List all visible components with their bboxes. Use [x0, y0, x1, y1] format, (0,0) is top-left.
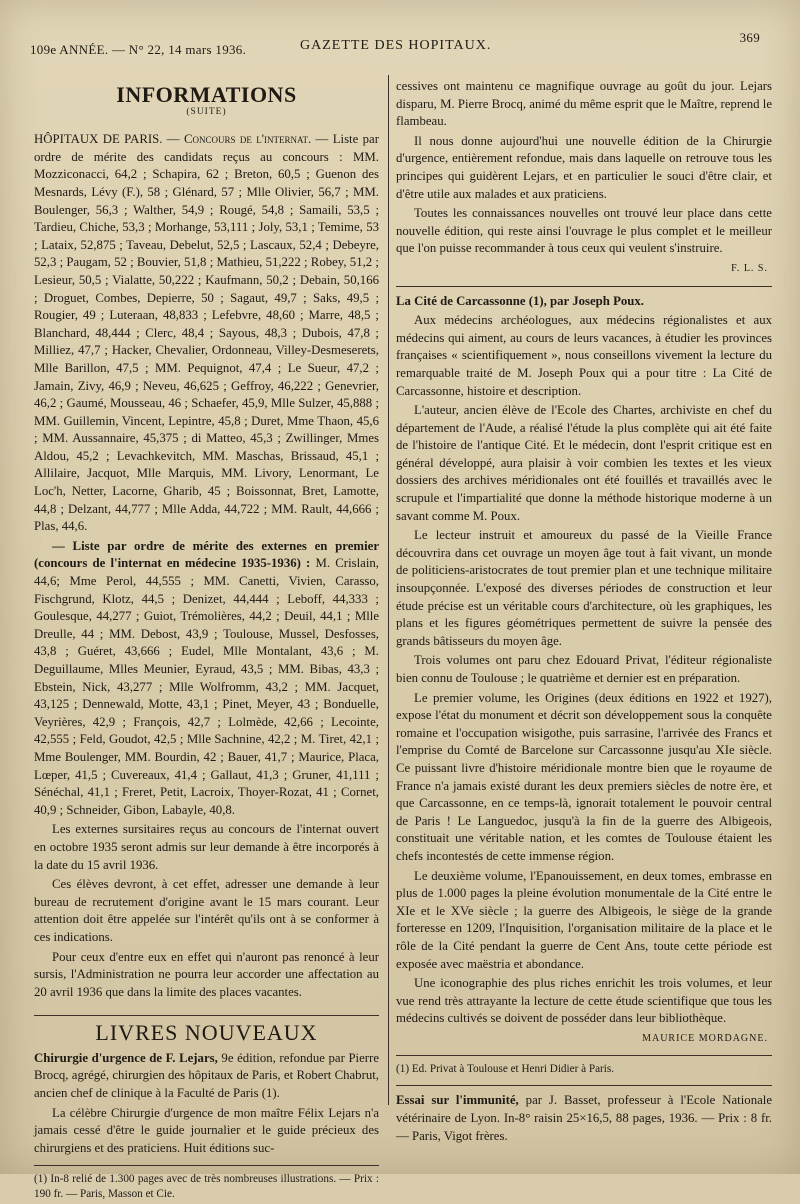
- cite-paragraph-3: Le lecteur instruit et amoureux du passé de la Vieille France découvrira dans cet ouvrage un moyen âge tout à fait vivant, un monde de politiciens-aristocrates de tout premier plan et une technique militaire insoupçonnée. L'exposé des diverses périodes de construction et leur étude précise est un véritable cours d'architecture, où les graphiques, les plans et les figures géométriques permettent de suivre la pensée des grands bâtisseurs du moyen âge.: [396, 528, 772, 648]
- right-column: [396, 78, 772, 1147]
- cite-title: La Cité de Carcassonne (1), par Joseph Poux.: [396, 293, 645, 308]
- lejars-entry: [34, 1050, 379, 1103]
- externes-heading: — Liste par ordre de mérite des externes en premier (concours de l'internat en médecine 1935-1936) :: [34, 538, 379, 571]
- concours-intro: Liste par ordre de mérite des candidats reçus au concours :: [34, 132, 379, 164]
- cite-paragraph-4: Trois volumes ont paru chez Edouard Privat, l'éditeur régionaliste bien connu de Toulouse ; le quatrième et dernier est en préparation.: [396, 653, 772, 685]
- cite-paragraph-2: L'auteur, ancien élève de l'Ecole des Chartes, archiviste en chef du département de l'Aude, a réalisé l'étude la plus complète qui ait été faite de l'histoire de l'antique Cité. Et le médecin, dont l'esprit critique est en général développé, aura plaisir à voir combien les textes et les vieux dossiers des archives méridionales ont été fouillés et travaillés avec le scrupule et l'impartialité que donne la méthode historique moderne à un savant comme M. Poux.: [396, 403, 772, 523]
- divider: [396, 286, 772, 287]
- concours-paragraph: [34, 131, 379, 536]
- signature-mordagne: MAURICE MORDAGNE.: [642, 1032, 768, 1044]
- signature-fls: F. L. S.: [731, 262, 768, 274]
- footnote-right: (1) Ed. Privat à Toulouse et Henri Didier à Paris.: [396, 1055, 772, 1077]
- issue-info: 109e ANNÉE. — N° 22, 14 mars 1936.: [30, 42, 247, 57]
- lejars-details: 9e édition, refondue par Pierre Brocq, agrégé, chirurgien des hôpitaux de Paris, et Robert Chabrut, ancien chef de clinique à la Faculté de Paris (1).: [34, 1050, 379, 1101]
- lejars-review: La célèbre Chirurgie d'urgence de mon maître Félix Lejars n'a jamais cessé d'être le guide journalier et le guide précieux des chirurgiens et des praticiens. Huit éditions suc-: [34, 1105, 379, 1155]
- column-divider: [388, 75, 389, 1105]
- journal-title: GAZETTE DES HOPITAUX.: [300, 38, 492, 53]
- left-column: [34, 78, 379, 1204]
- affectation-paragraph: Pour ceux d'entre eux en effet qui n'auront pas renoncé à leur sursis, l'Administration ne pourra leur accorder une affectation au 20 avril 1936 que dans la limite des places vacantes.: [34, 949, 379, 999]
- lejars-recommendation: Toutes les connaissances nouvelles ont trouvé leur place dans cette nouvelle édition, qui reste ainsi l'ouvrage le plus complet et le meilleur que l'on puisse recommander à tous ceux qui veulent s'instruire.: [396, 206, 772, 256]
- divider: [396, 1085, 772, 1086]
- immunite-details: par J. Basset, professeur à l'Ecole Nationale vétérinaire de Lyon. In-8° raisin 25×16,5, 88 pages, 1936. — Prix : 8 fr. — Paris, Vigot frères.: [396, 1093, 773, 1143]
- page-header: [30, 30, 760, 60]
- lejars-continued: cessives ont maintenu ce magnifique ouvrage au goût du jour. Lejars disparu, M. Pierre Brocq, animé du même esprit que le Maître, reprend le flambeau.: [396, 79, 772, 129]
- recrutement-paragraph: Ces élèves devront, à cet effet, adresser une demande à leur bureau de recrutement d'origine avant le 15 mars courant. Leur attention doit être appelée sur l'intérêt qu'ils ont à se conformer à ces indications.: [34, 877, 379, 944]
- cite-entry: [396, 293, 772, 311]
- sursitaires-paragraph: Les externes sursitaires reçus au concours de l'internat ouvert en octobre 1935 seront admis sur leur demande à être incorporés à la date du 15 avril 1936.: [34, 822, 379, 872]
- livres-nouveaux-title: LIVRES NOUVEAUX: [34, 1015, 379, 1042]
- externes-paragraph: [34, 538, 379, 820]
- externes-list: M. Crislain, 44,6; Mme Perol, 44,555 ; MM. Canetti, Vivien, Carasso, Fischgrund, Klotz, 44,5 ; Denizet, 44,444 ; Leboff, 44,333 ; Goulesque, 44,277 ; Guiot, Trémolières, 44,2 ; Deuil, 44,1 ; Mlle Dreulle, 44 ; MM. Debost, 43,9 ; Toulouse, Mussel, Desfosses, 43,8 ; Guéret, 43,666 ; Eudel, Mlle Montalant, 43,6 ; M. Deguillaume, Mlles Meunier, Eyraud, 43,5 ; MM. Bibas, 43,3 ; Ebstein, Nick, 43,277 ; Mlle Wolfromm, 43,2 ; MM. Jacquet, 43,125 ; Dennewald, Motte, 43,1 ; Pinet, Meyer, 43 ; Bonduelle, Veyrières, 42,9 ; François, 42,7 ; Lolmède, 42,66 ; Lecointe, 42,555 ; Feld, Goudot, 42,5 ; Mlle Sachnine, 42,2 ; M. Tiret, 42,1 ; Mme Boulenger, MM. Bourdin, 42 ; Bauer, 41,7 ; Maurice, Placa, Lœper, 41,5 ; Cuvereaux, 41,4 ; Gallaut, 41,3 ; Gruner, 41,111 ; Sénéchal, 41,1 ; Freret, Petit, Lacroix, Thoyer-Rozat, 41 ; Cornet, 40,9 ; Schneider, Gibon, Labayle, 40,8.: [34, 556, 379, 817]
- lejars-edition-paragraph: Il nous donne aujourd'hui une nouvelle édition de la Chirurgie d'urgence, entièrement refondue, mais dans laquelle on retrouve tous les principes qui guidèrent Lejars, et en particulier le souci d'être clair, et d'être utile aux malades et aux praticiens.: [396, 133, 772, 201]
- footnote-left: (1) In-8 relié de 1.300 pages avec de très nombreuses illustrations. — Prix : 190 fr. — Paris, Masson et Cie.: [34, 1165, 379, 1202]
- section-title: INFORMATIONS: [116, 82, 297, 107]
- section-subtitle: (SUITE): [186, 106, 227, 117]
- cite-paragraph-6: Le deuxième volume, l'Epanouissement, en deux tomes, embrasse en plus de 1.000 pages la pleine évolution monumentale de la Cité entre le XIe et le XVe siècle ; la guerre des Albigeois, le siège de la grande forteresse en 1209, l'Inquisition, l'organisation militaire de la place et le rôle de la Cité pendant la guerre de Cent Ans, toute cette période est exposée avec maëstria et abondance.: [396, 868, 772, 971]
- immunite-title: Essai sur l'immunité,: [396, 1093, 519, 1108]
- concours-list: MM. Mozziconacci, 64,2 ; Schapira, 62 ; Breton, 60,5 ; Guenon des Mesnards, Lévy (F.), 58 ; Glénard, 57 ; Mlle Olivier, 56,7 ; MM. Boulenger, 56,3 ; Walther, 54,9 ; Rougé, 54,8 ; Samaili, 53,5 ; Tardieu, Chiche, 53,3 ; Morhange, 53,111 ; Joly, 53,1 ; Temime, 53 ; Lataix, 52,875 ; Taveau, Debelut, 52,5 ; Lascaux, 52,4 ; Debeyre, 52,3 ; Paugam, 52 ; Bouvier, 51,8 ; Mathieu, 51,222 ; Robey, 51,2 ; Lesieur, 50,5 ; Vialatte, 50,222 ; Kaufmann, 50,2 ; Debain, 50,166 ; Droguet, Combes, Depierre, 50 ; Sagaut, 49,7 ; Saks, 49,5 ; Rougier, 49 ; Luteraan, 48,833 ; Lefebvre, 48,60 ; Marre, 48,5 ; Blanchard, 48,444 ; Clerc, 48,4 ; Sayous, 48,3 ; Dubois, 47,8 ; Milliez, 47,7 ; Hacker, Chevalier, Ordonneau, Villey-Desmeserets, Mlle Barillon, 47,5 ; MM. Pequignot, 47,4 ; Le Sueur, 47,2 ; Jamain, Zivy, 46,9 ; Neveu, 46,625 ; Geffroy, 46,222 ; Genevrier, 46,2 ; Gaumé, Mousseau, 46 ; Schaefer, 45,9, Mlle Sulzer, 45,888 ; MM. Guillemin, Vincent, Lepintre, 45,8 ; Duret, Mme Thaon, 45,6 ; MM. Aussannaire, 45,375 ; di Matteo, 45,3 ; Zwillinger, Mmes Aldou, 45,2 ; Levachkevitch, MM. Maschas, Brissaud, 45,1 ; Allilaire, Jacquot, Mlle Marquis, MM. Livory, Lenormant, Le Loc'h, Netter, Lacorne, Gharib, 45 ; Boissonnat, Bret, Lamotte, 44,8 ; Delzant, 44,777 ; Mlle Adda, 44,722 ; MM. Rault, 44,666 ; Plas, 44,6.: [34, 149, 379, 534]
- immunite-entry: [396, 1092, 772, 1145]
- cite-paragraph-7: Une iconographie des plus riches enrichit les trois volumes, et leur vue rend très attrayante la lecture de cette étude scientifique que tous les médecins cultivés se doivent de posséder dans leur bibliothèque.: [396, 976, 772, 1026]
- page-number: 369: [739, 30, 760, 45]
- concours-heading: HÔPITAUX DE PARIS. — Concours de l'internat. —: [34, 132, 329, 147]
- cite-paragraph-1: Aux médecins archéologues, aux médecins régionalistes et aux médecins qui aiment, au cours de leurs vacances, à étudier les provinces françaises « scientifiquement », nous conseillons vivement la lecture du remarquable traité de M. Joseph Poux qui a pour titre : La Cité de Carcassonne, histoire et description.: [396, 313, 772, 398]
- lejars-title: Chirurgie d'urgence de F. Lejars,: [34, 1050, 218, 1065]
- cite-paragraph-5: Le premier volume, les Origines (deux éditions en 1922 et 1927), expose l'état du monument et décrit son développement sous la conquête romaine et l'occupation wisigothe, puis sarrasine, l'arrivée des Francs et l'emprise du Comté de Barcelone sur Carcassonne jusqu'au XIe siècle. Ce puissant livre d'histoire méridionale montre bien que le royaume de France n'a jamais existé durant les deux premiers siècles de notre ère, et que Carcassonne, en ce temps-là, ignorait totalement le pouvoir central de Paris ! Le Languedoc, jusqu'à la fin de la guerre des Albigeois, constituait une véritable nation, et les comtes de Toulouse étaient les chefs incontestés de cette immense région.: [396, 690, 772, 863]
